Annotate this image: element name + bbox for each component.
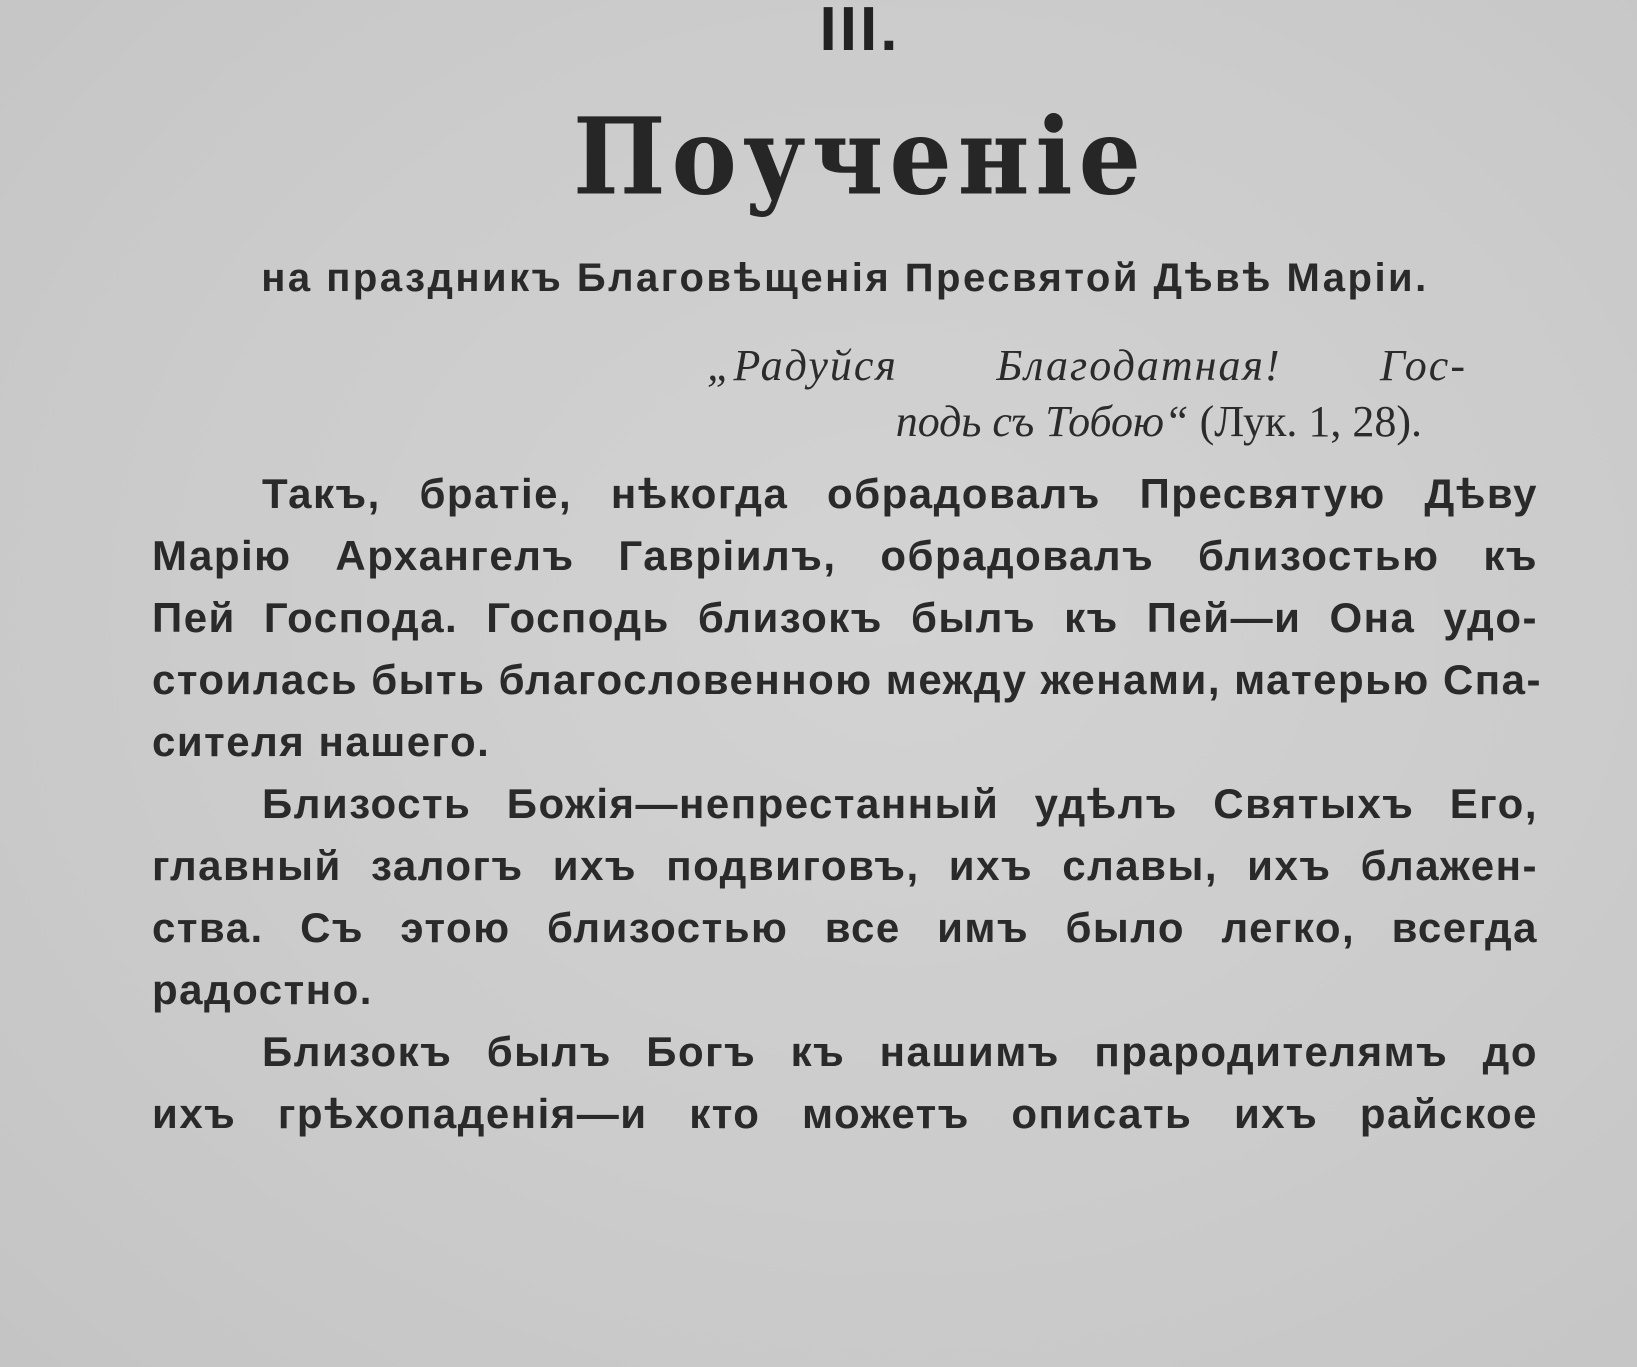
epigraph-text: „Радуйся Благодатная! Гос- <box>707 341 1467 390</box>
chapter-numeral: III. <box>819 0 901 64</box>
page-subtitle: на праздникъ Благовѣщенія Пресвятой Дѣвѣ Маріи. <box>261 256 1429 300</box>
body-line: Близокъ былъ Богъ къ нашимъ прародителямъ до <box>262 1028 1538 1075</box>
body-line: радостно. <box>152 966 373 1013</box>
body-line: стоилась быть благословенною между женами, матерью Спа- <box>152 656 1543 703</box>
body-line: Близость Божія—непрестанный удѣлъ Святыхъ Его, <box>262 780 1538 827</box>
body-line: сителя нашего. <box>152 718 491 765</box>
epigraph-text-continued: подь съ Тобою“ <box>895 397 1189 446</box>
epigraph-line-1 <box>707 340 1467 391</box>
page-title: Поученіе <box>572 95 1148 220</box>
epigraph-line-2 <box>662 396 1422 447</box>
scripture-reference: (Лук. 1, 28). <box>1199 397 1422 446</box>
body-line: Марію Архангелъ Гавріилъ, обрадовалъ близостью къ <box>152 532 1538 579</box>
body-line: главный залогъ ихъ подвиговъ, ихъ славы, ихъ блажен- <box>152 842 1538 889</box>
body-line: Такъ, братіе, нѣкогда обрадовалъ Пресвятую Дѣву <box>262 470 1538 517</box>
body-line: ихъ грѣхопаденія—и кто можетъ описать ихъ райское <box>152 1090 1538 1137</box>
body-line: ства. Съ этою близостью все имъ было легко, всегда <box>152 904 1538 951</box>
body-line: Пей Господа. Господь близокъ былъ къ Пей—и Она удо- <box>152 594 1538 641</box>
